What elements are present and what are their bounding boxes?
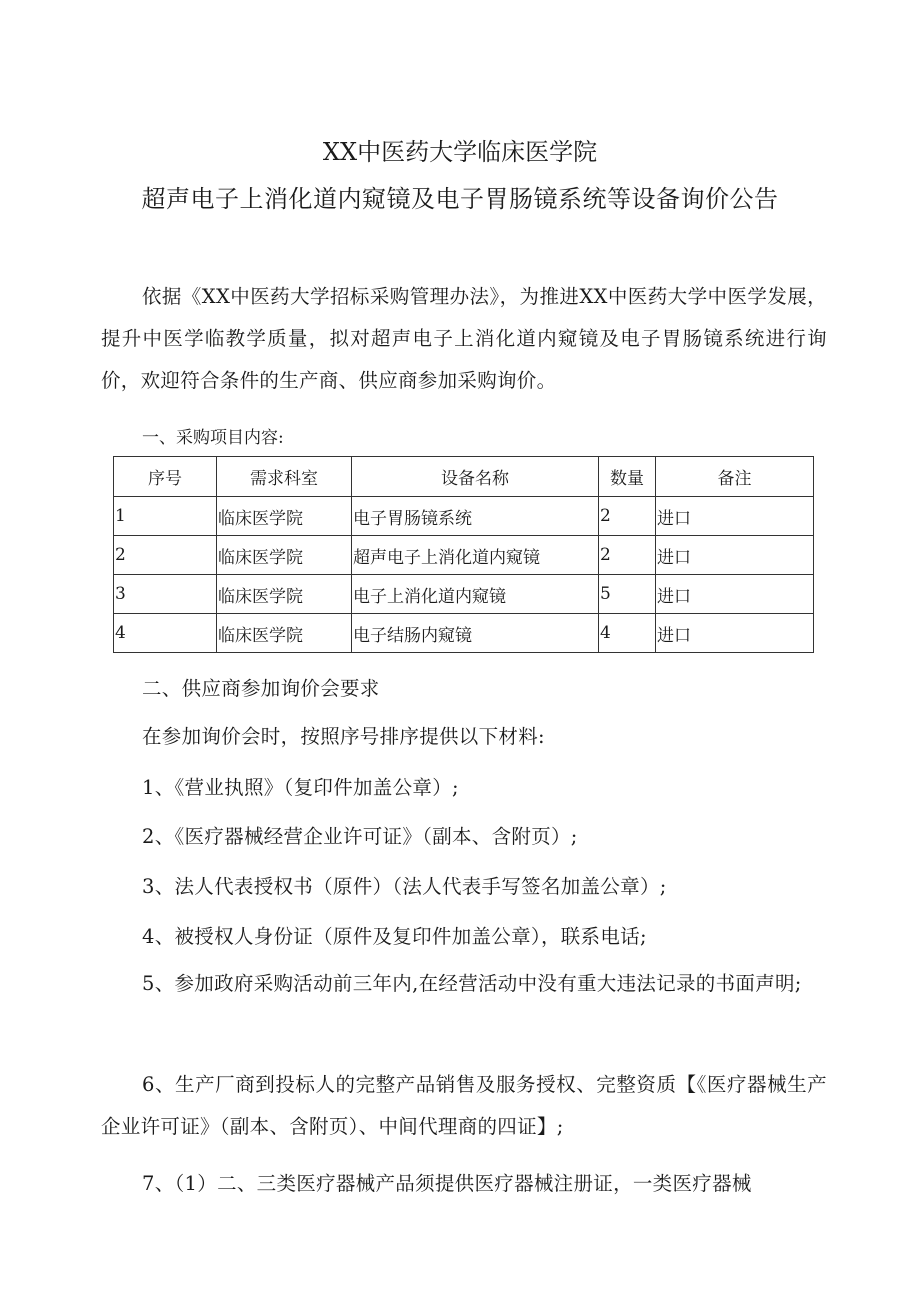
requirement-item-2: 2、《医疗器械经营企业许可证》（副本、含附页）; [142, 825, 578, 848]
cell-quantity: 2 [599, 497, 656, 536]
cell-index: 3 [114, 575, 217, 614]
column-header-department: 需求科室 [217, 457, 352, 497]
cell-index: 2 [114, 536, 217, 575]
table-row [114, 536, 814, 575]
requirement-item-5: 5、参加政府采购活动前三年内,在经营活动中没有重大违法记录的书面声明; [142, 972, 802, 995]
cell-department: 临床医学院 [217, 614, 352, 653]
table-row [114, 575, 814, 614]
column-header-index: 序号 [114, 457, 217, 497]
requirement-item-4: 4、被授权人身份证（原件及复印件加盖公章），联系电话; [142, 925, 647, 948]
cell-remarks: 进口 [656, 614, 814, 653]
cell-department: 临床医学院 [217, 575, 352, 614]
cell-department: 临床医学院 [217, 497, 352, 536]
column-header-remarks: 备注 [656, 457, 814, 497]
cell-quantity: 5 [599, 575, 656, 614]
cell-department: 临床医学院 [217, 536, 352, 575]
section1-heading: 一、采购项目内容: [142, 428, 284, 448]
cell-equipment: 电子胃肠镜系统 [352, 497, 599, 536]
requirement-item-6: 6、生产厂商到投标人的完整产品销售及服务授权、完整资质【《医疗器械生产企业许可证》（副本、含附页）、中间代理商的四证】; [101, 1073, 827, 1138]
table-row [114, 497, 814, 536]
cell-remarks: 进口 [656, 575, 814, 614]
cell-index: 4 [114, 614, 217, 653]
cell-remarks: 进口 [656, 497, 814, 536]
cell-remarks: 进口 [656, 536, 814, 575]
section2-lead: 在参加询价会时，按照序号排序提供以下材料: [142, 725, 545, 748]
document-title-institution: XX中医药大学临床医学院 [322, 138, 598, 166]
cell-equipment: 电子结肠内窥镜 [352, 614, 599, 653]
table-header-row [114, 457, 814, 497]
requirement-item-7: 7、（1）二、三类医疗器械产品须提供医疗器械注册证，一类医疗器械 [142, 1172, 752, 1195]
section2-heading: 二、供应商参加询价会要求 [142, 677, 380, 700]
cell-quantity: 2 [599, 536, 656, 575]
document-title-notice: 超声电子上消化道内窥镜及电子胃肠镜系统等设备询价公告 [141, 185, 779, 213]
cell-index: 1 [114, 497, 217, 536]
column-header-quantity: 数量 [599, 457, 656, 497]
cell-equipment: 超声电子上消化道内窥镜 [352, 536, 599, 575]
procurement-items-table [113, 456, 814, 653]
intro-paragraph: 依据《XX中医药大学招标采购管理办法》，为推进XX中医药大学中医学发展，提升中医学临教学质量，拟对超声电子上消化道内窥镜及电子胃肠镜系统进行询价，欢迎符合条件的生产商、供应商参加采购询价。 [101, 285, 827, 392]
table-row [114, 614, 814, 653]
cell-quantity: 4 [599, 614, 656, 653]
requirement-item-3: 3、法人代表授权书（原件）（法人代表手写签名加盖公章）; [142, 875, 667, 898]
requirement-item-1: 1、《营业执照》（复印件加盖公章）; [142, 776, 459, 799]
cell-equipment: 电子上消化道内窥镜 [352, 575, 599, 614]
column-header-equipment: 设备名称 [352, 457, 599, 497]
